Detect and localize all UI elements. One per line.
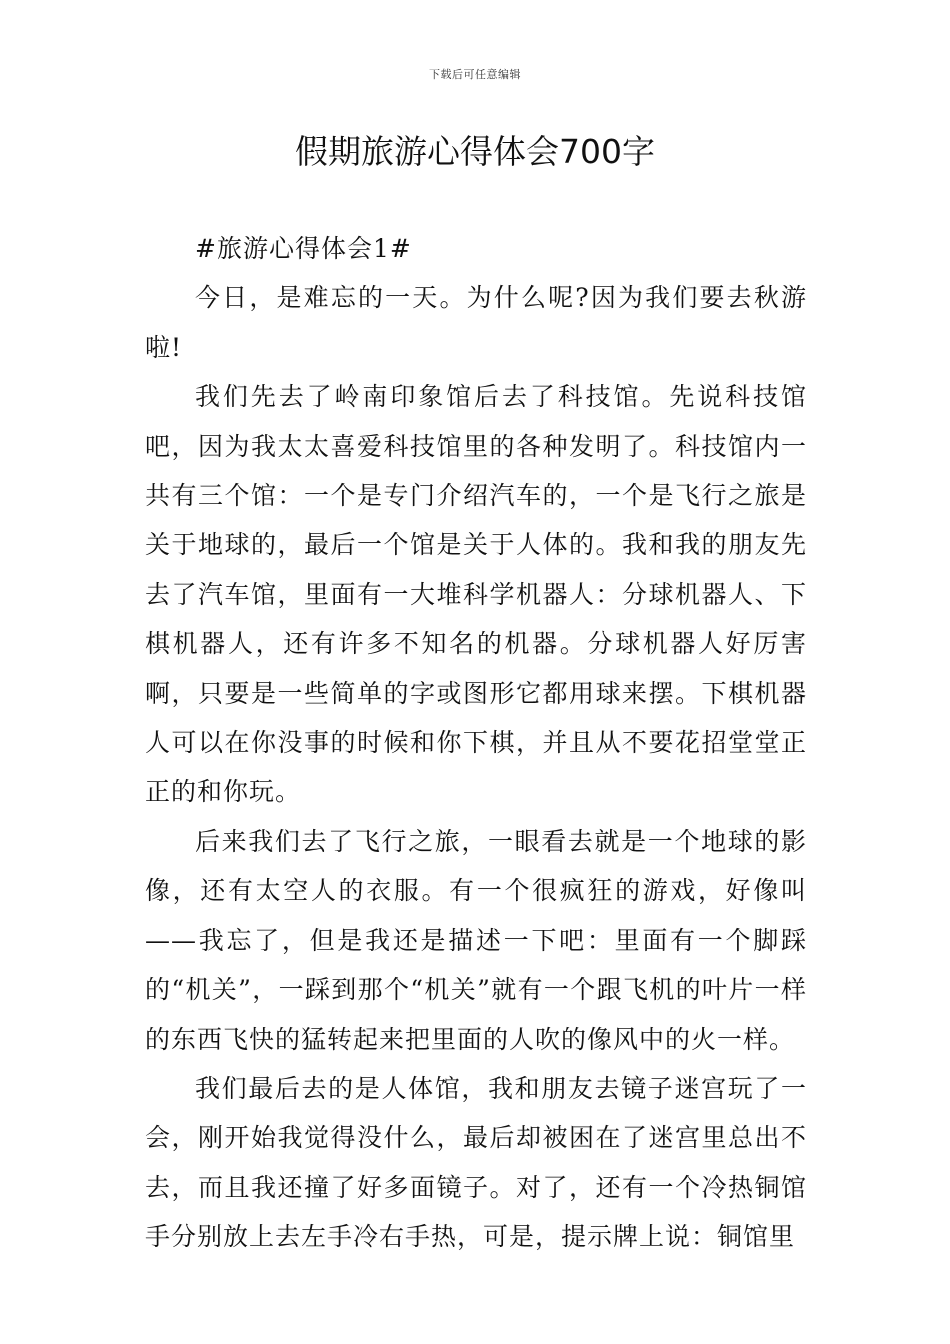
paragraph-tech-museum: 我们先去了岭南印象馆后去了科技馆。先说科技馆吧，因为我太太喜爱科技馆里的各种发明了。科技馆内一共有三个馆：一个是专门介绍汽车的，一个是飞行之旅是关于地球的，最后一个馆是关于人体的。我和我的朋友先去了汽车馆，里面有一大堆科学机器人：分球机器人、下棋机器人，还有许多不知名的机器。分球机器人好厉害啊，只要是一些简单的字或图形它都用球来摆。下棋机器人可以在你没事的时候和你下棋，并且从不要花招堂堂正正的和你玩。 — [145, 382, 807, 807]
paragraph-human-body-hall: 我们最后去的是人体馆，我和朋友去镜子迷宫玩了一会，刚开始我觉得没什么，最后却被困在了迷宫里总出不去，而且我还撞了好多面镜子。对了，还有一个冷热铜馆手分别放上去左手冷右手热，可是，提示牌上说：铜馆里 — [145, 1073, 807, 1252]
download-note: 下载后可任意编辑 — [429, 68, 521, 81]
paragraph-flight-journey: 后来我们去了飞行之旅，一眼看去就是一个地球的影像，还有太空人的衣服。有一个很疯狂的游戏，好像叫——我忘了，但是我还是描述一下吧：里面有一个脚踩的“机关”，一踩到那个“机关”就有一个跟飞机的叶片一样的东西飞快的猛转起来把里面的人吹的像风中的火一样。 — [145, 826, 807, 1054]
section-heading: #旅游心得体会1# — [195, 234, 412, 263]
document-title: 假期旅游心得体会700字 — [295, 132, 655, 171]
document-body — [145, 224, 807, 1262]
paragraph-intro: 今日，是难忘的一天。为什么呢?因为我们要去秋游啦! — [145, 283, 807, 362]
